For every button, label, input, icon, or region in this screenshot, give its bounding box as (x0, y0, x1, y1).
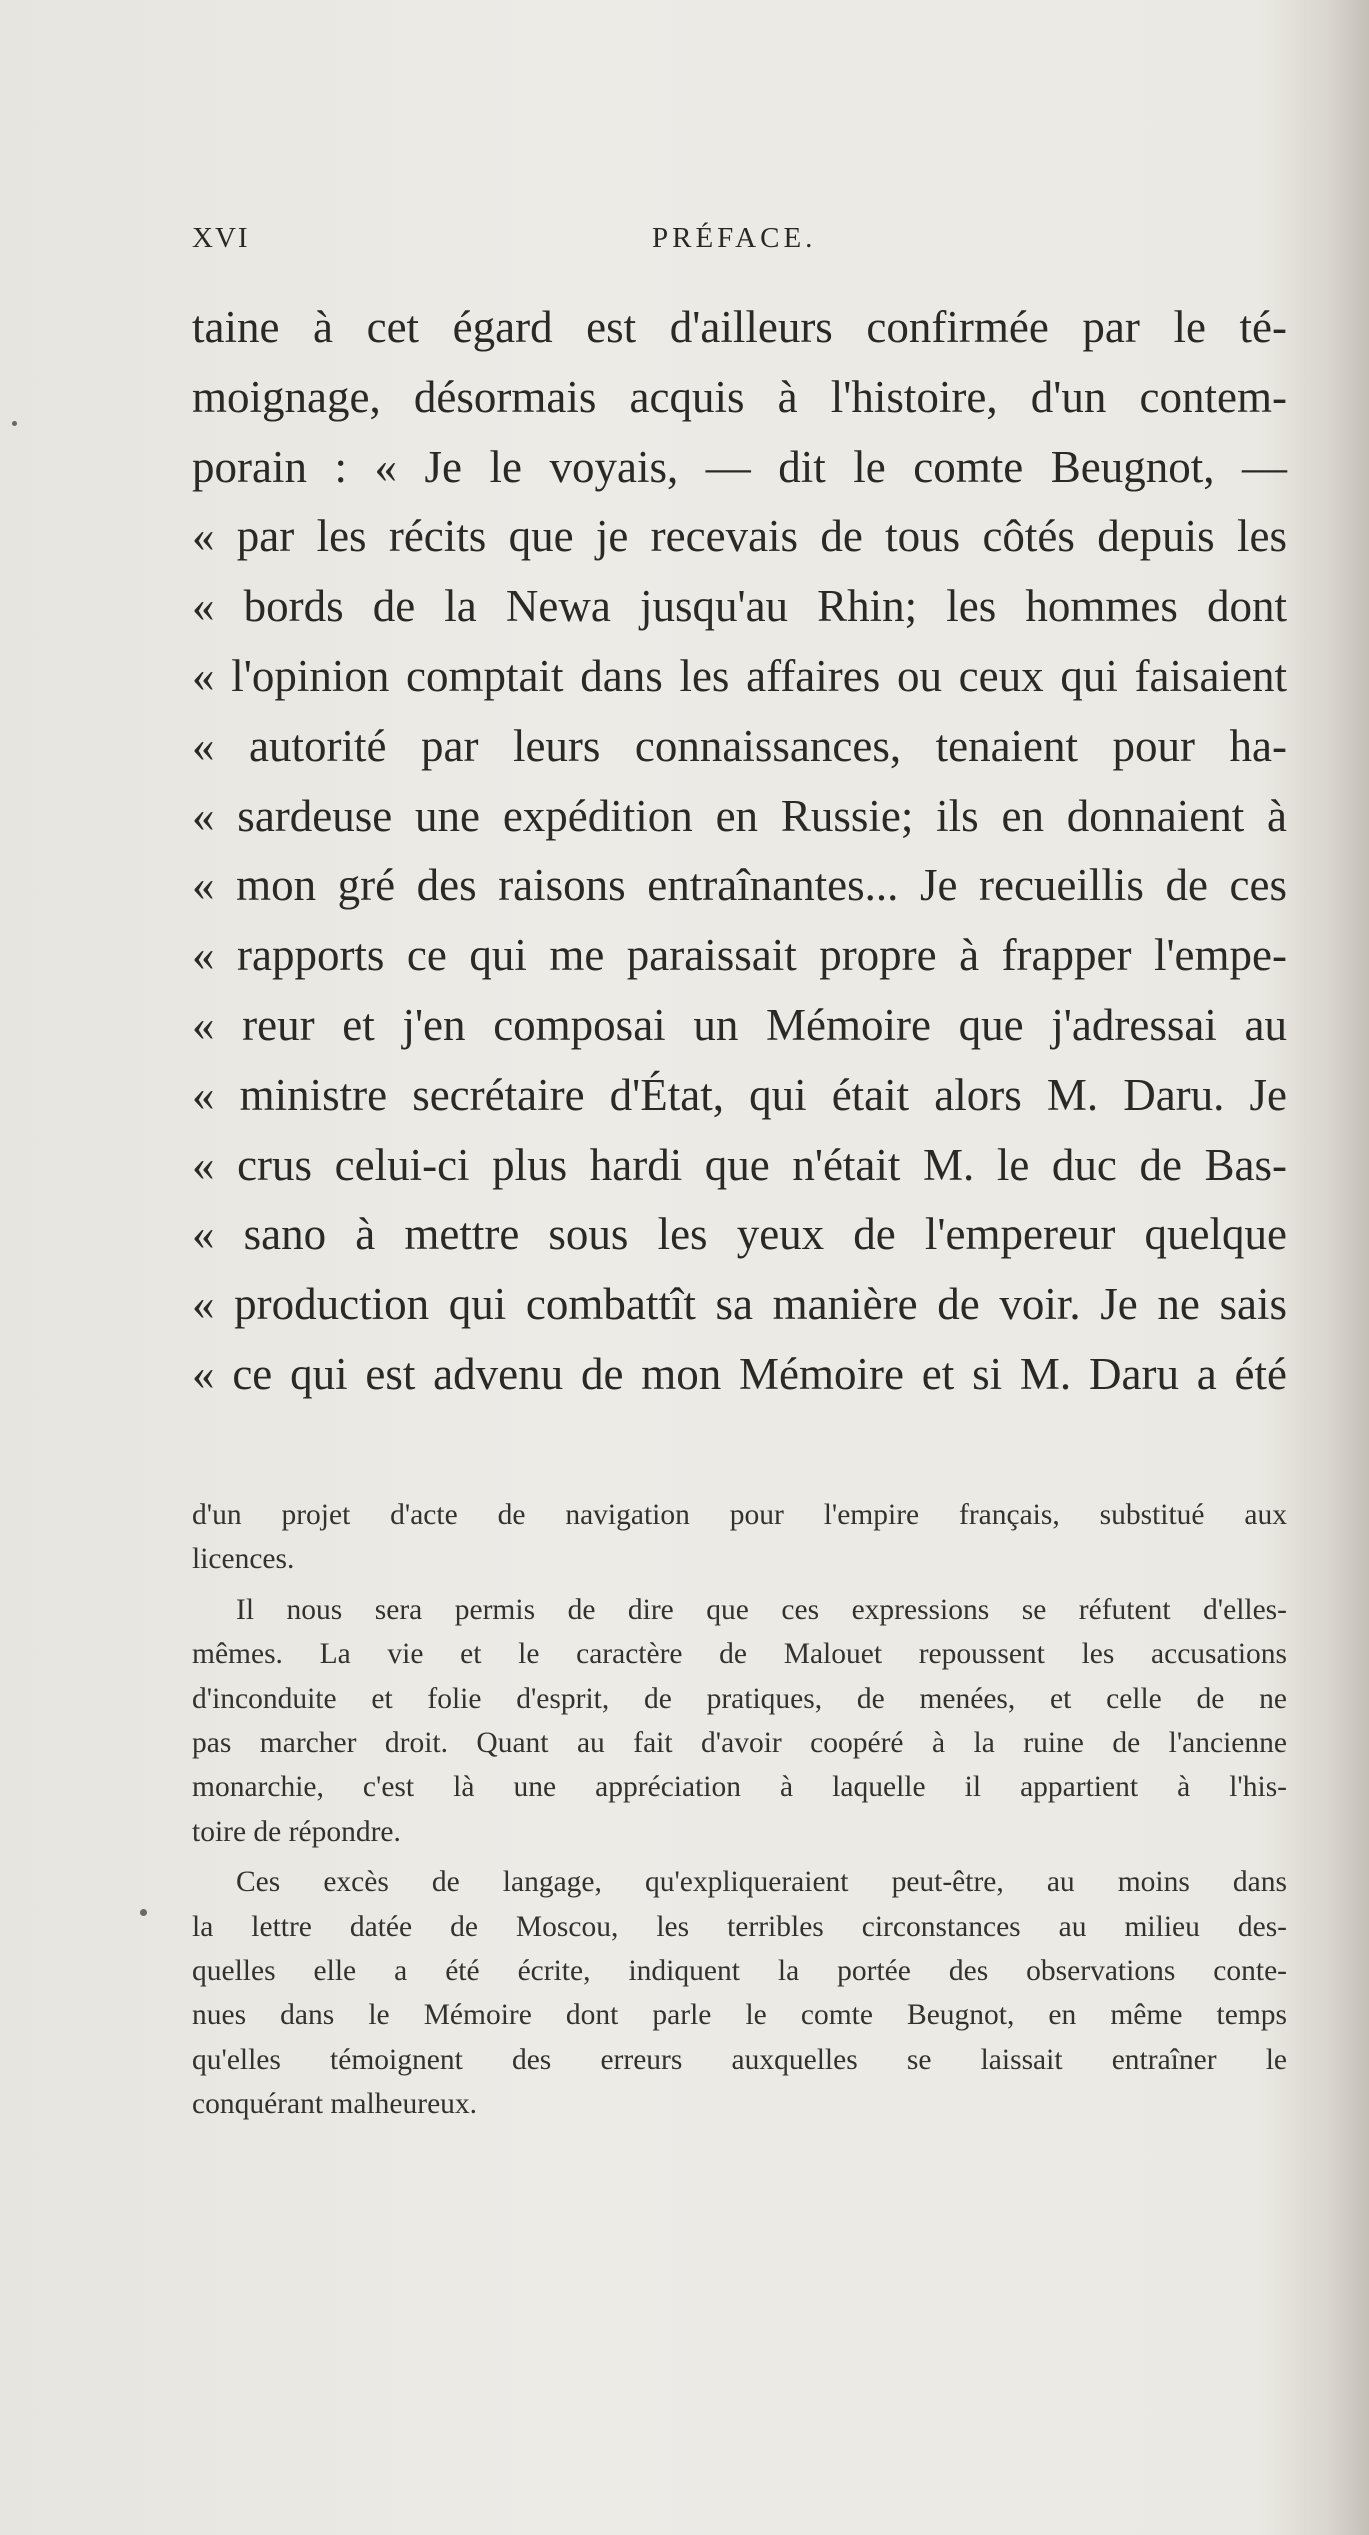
page-number: XVI (192, 222, 250, 254)
footnote-line: Ces excès de langage, qu'expliqueraient peut-être, au moins dans (236, 1866, 1287, 1899)
main-text (192, 293, 1287, 1410)
footnote-line: nues dans le Mémoire dont parle le comte Beugnot, en même temps (192, 1999, 1287, 2032)
text-line: « sano à mettre sous les yeux de l'empereur quelque (192, 1209, 1287, 1260)
text-line: taine à cet égard est d'ailleurs confirmée par le té- (192, 302, 1287, 352)
text-line: « autorité par leurs connaissances, tenaient pour ha- (192, 720, 1287, 771)
footnote-line: pas marcher droit. Quant au fait d'avoir coopéré à la ruine de l'ancienne (192, 1726, 1287, 1759)
footnote-line: quelles elle a été écrite, indiquent la portée des observations conte- (192, 1954, 1287, 1987)
footnote-block (192, 1493, 1287, 2126)
running-title: PRÉFACE. (652, 222, 817, 254)
page-header (192, 222, 1287, 262)
text-line: « production qui combattît sa manière de voir. Je ne sais (192, 1279, 1287, 1330)
text-line: porain : « Je le voyais, — dit le comte Beugnot, — (192, 441, 1287, 492)
footnote-line: d'inconduite et folie d'esprit, de pratiques, de menées, et celle de ne (192, 1682, 1287, 1715)
footnote-line: la lettre datée de Moscou, les terribles circonstances au milieu des- (192, 1910, 1287, 1943)
text-line: « bords de la Newa jusqu'au Rhin; les hommes dont (192, 581, 1287, 632)
footnote-line: conquérant malheureux. (192, 2088, 478, 2121)
footnote-line: mêmes. La vie et le caractère de Malouet repoussent les accusations (192, 1638, 1287, 1671)
text-line: « ministre secrétaire d'État, qui était alors M. Daru. Je (192, 1069, 1287, 1120)
text-line: « rapports ce qui me paraissait propre à frapper l'empe- (192, 930, 1287, 981)
text-line: « l'opinion comptait dans les affaires ou ceux qui faisaient (192, 650, 1287, 701)
footnote-line: licences. (192, 1543, 295, 1576)
footnote-line: Il nous sera permis de dire que ces expressions se réfutent d'elles- (236, 1593, 1287, 1626)
text-line: « crus celui-ci plus hardi que n'était M. le duc de Bas- (192, 1139, 1287, 1190)
footnote-line: toire de répondre. (192, 1815, 401, 1848)
footnote-line: d'un projet d'acte de navigation pour l'empire français, substitué aux (192, 1499, 1287, 1531)
text-line: « mon gré des raisons entraînantes... Je recueillis de ces (192, 860, 1287, 911)
text-line: « par les récits que je recevais de tous côtés depuis les (192, 511, 1287, 562)
footnote-line: monarchie, c'est là une appréciation à laquelle il appartient à l'his- (192, 1771, 1287, 1804)
paper-speck (12, 421, 17, 426)
text-line: « ce qui est advenu de mon Mémoire et si M. Daru a été (192, 1348, 1287, 1399)
paper-speck (140, 1909, 147, 1916)
text-line: « sardeuse une expédition en Russie; ils en donnaient à (192, 790, 1287, 841)
footnote-line: qu'elles témoignent des erreurs auxquelles se laissait entraîner le (192, 2043, 1287, 2076)
text-line: moignage, désormais acquis à l'histoire, d'un contem- (192, 371, 1287, 422)
text-line: « reur et j'en composai un Mémoire que j'adressai au (192, 999, 1287, 1050)
